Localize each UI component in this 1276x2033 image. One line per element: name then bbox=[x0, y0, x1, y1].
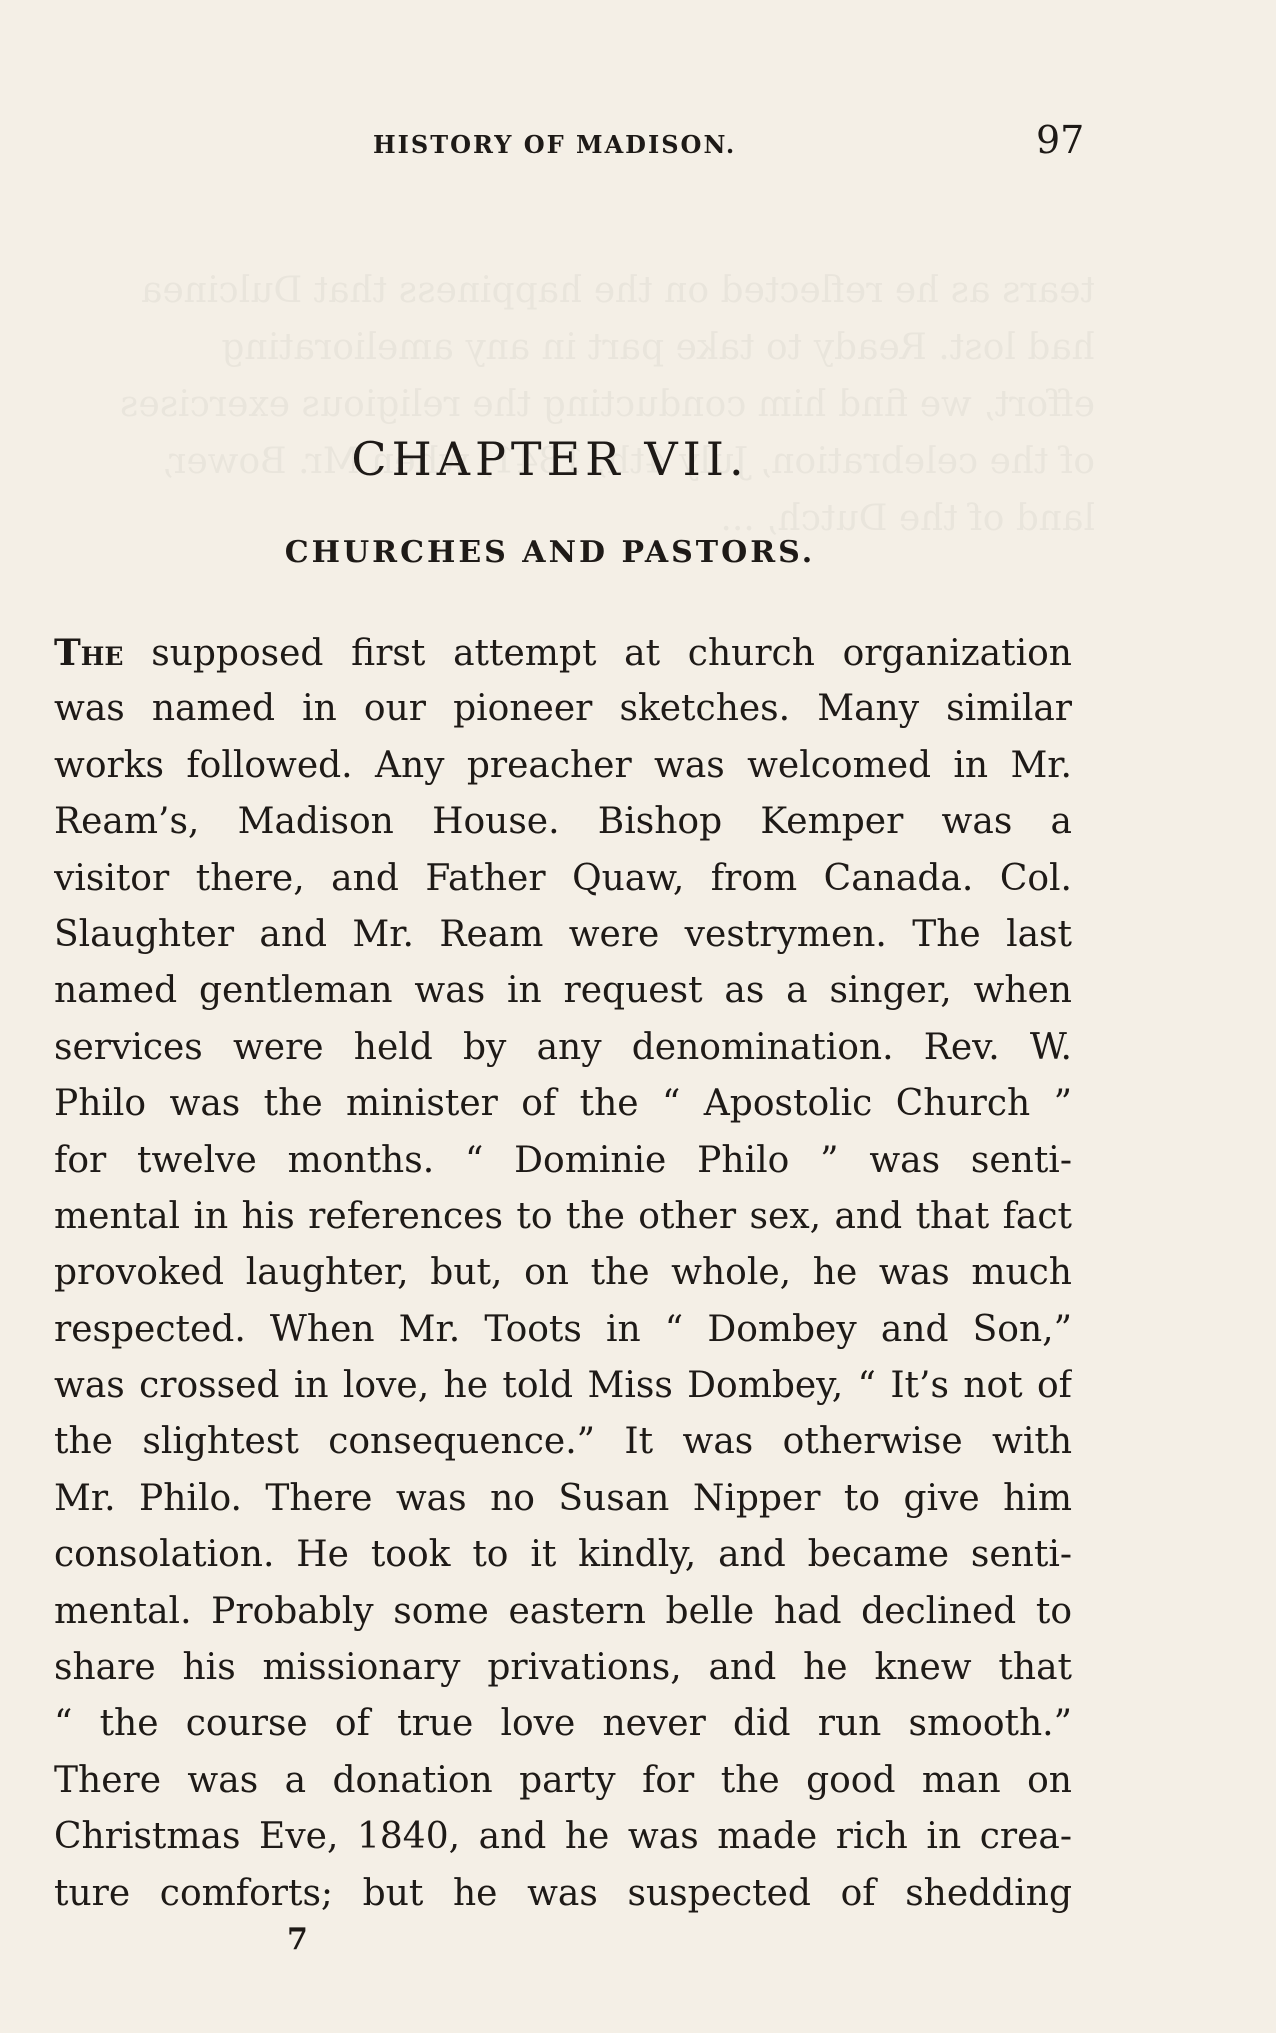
text-line bbox=[54, 625, 1072, 681]
lead-word: The bbox=[54, 632, 124, 674]
text-line: mental. Probably some eastern belle had declined to bbox=[54, 1590, 1072, 1632]
text-line: named gentleman was in request as a singer, when bbox=[54, 970, 1072, 1012]
text-line: provoked laughter, but, on the whole, he was much bbox=[54, 1252, 1072, 1294]
text-line: visitor there, and Father Quaw, from Canada. Col. bbox=[54, 857, 1072, 899]
text-line: Philo was the minister of the “ Apostolic Church ” bbox=[54, 1083, 1072, 1125]
text-line: services were held by any denomination. Rev. W. bbox=[54, 1026, 1072, 1068]
text-line: Christmas Eve, 1840, and he was made rich in crea- bbox=[54, 1816, 1072, 1858]
text-line: was named in our pioneer sketches. Many similar bbox=[54, 688, 1072, 730]
text-line: the slightest consequence.” It was otherwise with bbox=[54, 1421, 1072, 1463]
running-title: HISTORY OF MADISON. bbox=[373, 130, 737, 159]
signature-mark: 7 bbox=[287, 1922, 308, 1957]
text-line: mental in his references to the other sex, and that fact bbox=[54, 1195, 1072, 1237]
chapter-heading: CHAPTER VII. bbox=[351, 432, 749, 486]
bleed-through-texture bbox=[55, 205, 1095, 547]
text-line-content: supposed first attempt at church organization bbox=[123, 633, 1072, 674]
text-line: share his missionary privations, and he knew that bbox=[54, 1647, 1072, 1689]
body-paragraph bbox=[54, 625, 1072, 1922]
text-line: Slaughter and Mr. Ream were vestrymen. The last bbox=[54, 913, 1072, 955]
text-line: Mr. Philo. There was no Susan Nipper to give him bbox=[54, 1477, 1072, 1519]
text-line: consolation. He took to it kindly, and became senti- bbox=[54, 1534, 1072, 1576]
text-line: ture comforts; but he was suspected of shedding bbox=[54, 1872, 1072, 1914]
text-line: There was a donation party for the good man on bbox=[54, 1759, 1072, 1801]
section-heading: CHURCHES AND PASTORS. bbox=[284, 535, 816, 570]
page-number: 97 bbox=[1036, 118, 1085, 162]
text-line: respected. When Mr. Toots in “ Dombey and Son,” bbox=[54, 1308, 1072, 1350]
text-line: works followed. Any preacher was welcomed in Mr. bbox=[54, 744, 1072, 786]
text-line: was crossed in love, he told Miss Dombey, “ It’s not of bbox=[54, 1365, 1072, 1407]
text-line: “ the course of true love never did run smooth.” bbox=[54, 1703, 1072, 1745]
text-line: Ream’s, Madison House. Bishop Kemper was a bbox=[54, 801, 1072, 843]
text-line: for twelve months. “ Dominie Philo ” was senti- bbox=[54, 1139, 1072, 1181]
